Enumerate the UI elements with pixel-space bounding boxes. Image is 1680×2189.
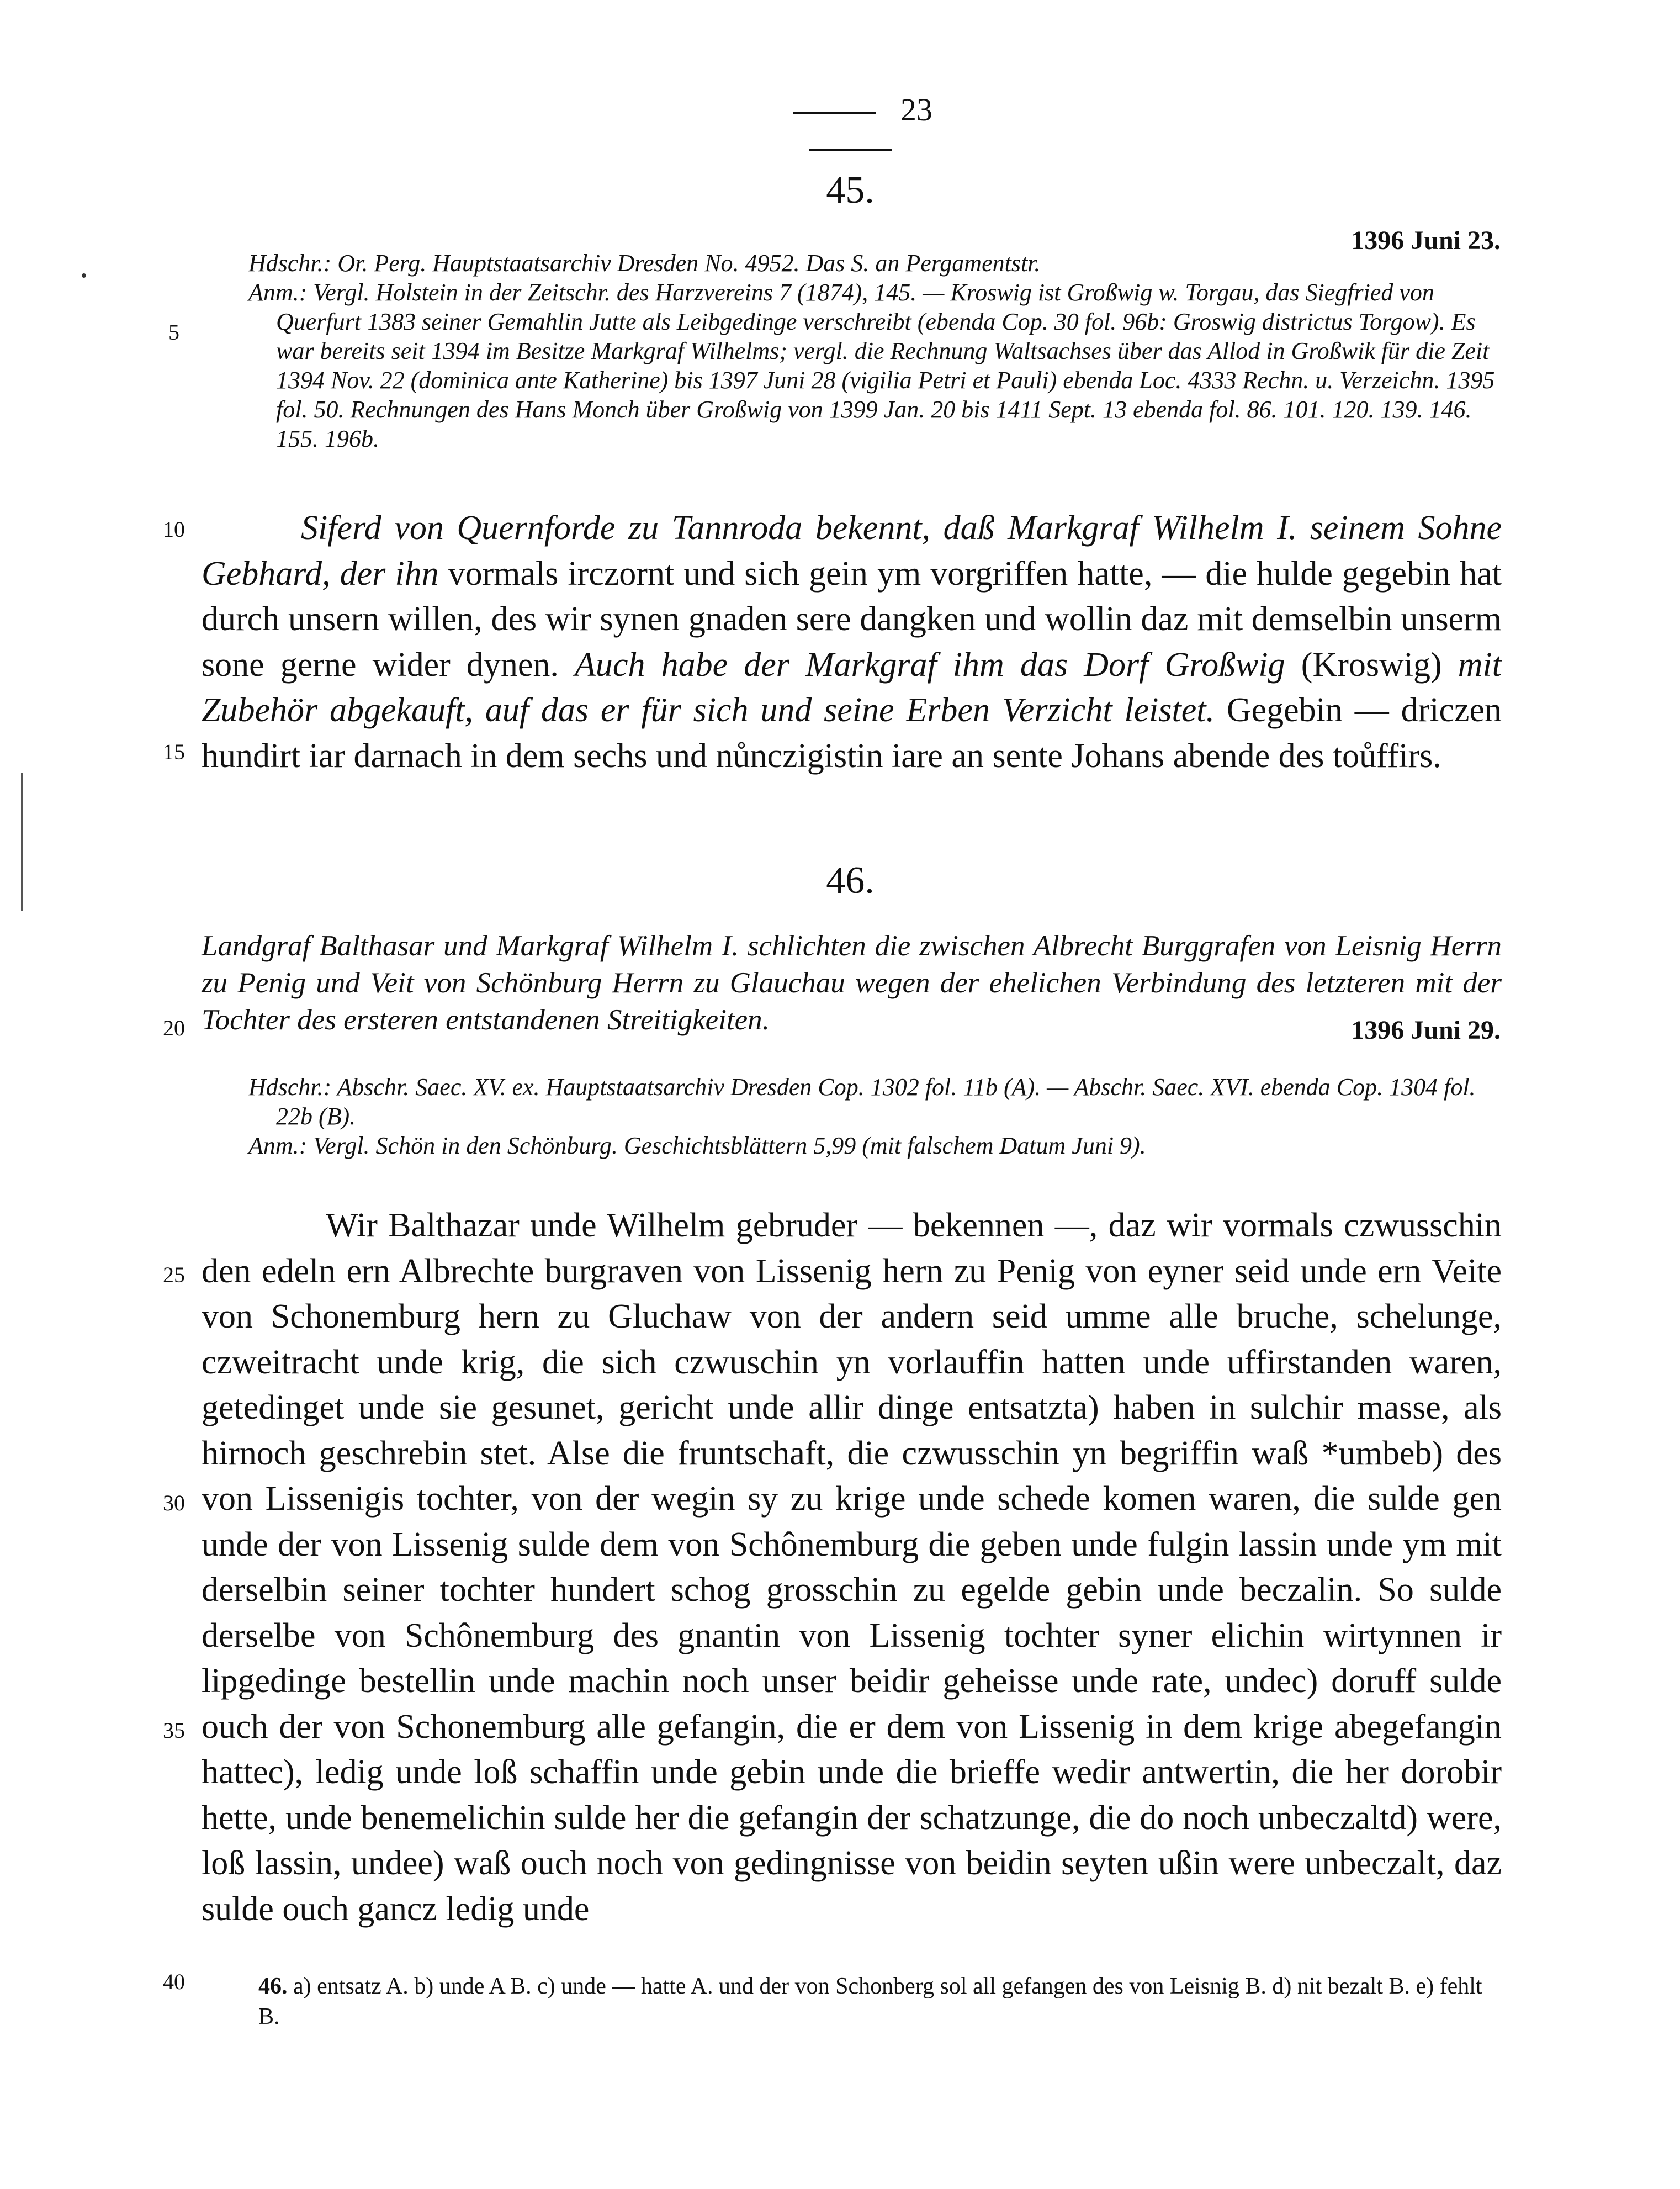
doc46-regest-text: Landgraf Balthasar und Markgraf Wilhelm I. schlichten die zwischen Albrecht Burggrafen von Leisnig Herrn zu Penig und Veit von Schönburg Herrn zu Glauchau wegen der ehelichen Verbindung des letzteren mit der Tochter des ersteren entstandenen Streitigkeiten. bbox=[202, 930, 1502, 1036]
line-number-35: 35 bbox=[163, 1718, 185, 1743]
doc45-text-roman-3: Gegebin — driczen hundirt iar darnach in dem sechs und nůnczigistin iare an sente Johans abende des toůffirs. bbox=[202, 691, 1502, 775]
footnote-doc-number: 46. bbox=[258, 1974, 288, 1999]
doc45-text bbox=[202, 505, 1502, 779]
line-number-20: 20 bbox=[163, 1016, 185, 1040]
doc45-hdschr: Hdschr.: Or. Perg. Hauptstaatsarchiv Dresden No. 4952. Das S. an Pergamentstr. bbox=[248, 250, 1041, 277]
line-number-30: 30 bbox=[163, 1490, 185, 1515]
doc45-text-roman-2: (Kroswig) bbox=[1285, 646, 1458, 684]
line-number-5: 5 bbox=[168, 320, 179, 345]
doc45-text-italic-3: mit Zubehör abgekauft, auf das er für sich und seine Erben Verzicht leistet. bbox=[202, 646, 1502, 729]
line-number-40: 40 bbox=[163, 1969, 185, 1994]
doc46-number: 46. bbox=[826, 859, 875, 902]
doc46-regest bbox=[202, 928, 1502, 1039]
doc45-text-italic-1: Siferd von Quernforde zu Tannroda bekennt, daß Markgraf Wilhelm I. seinem Sohne Gebhard, der ihn bbox=[202, 509, 1502, 593]
doc45-number: 45. bbox=[826, 169, 875, 212]
doc46-hdschr: Hdschr.: Abschr. Saec. XV. ex. Hauptstaatsarchiv Dresden Cop. 1302 fol. 11b (A). — Abschr. Saec. XVI. ebenda Cop. 1304 fol. 22b (B). bbox=[248, 1074, 1476, 1130]
doc45-date: 1396 Juni 23. bbox=[1351, 226, 1501, 255]
scan-speck bbox=[82, 273, 86, 278]
doc45-text-italic-2: Auch habe der Markgraf ihm das Dorf Großwig bbox=[575, 646, 1285, 684]
doc46-date: 1396 Juni 29. bbox=[1351, 1016, 1501, 1045]
line-number-15: 15 bbox=[163, 739, 185, 764]
doc45-anm: Anm.: Vergl. Holstein in der Zeitschr. des Harzvereins 7 (1874), 145. — Kroswig ist Großwig w. Torgau, das Siegfried von Querfurt 1383 seiner Gemahlin Jutte als Leibgedinge verschreibt (ebenda Cop. 30 fol. 96b: Groswig districtus Torgow). Es war bereits seit 1394 im Besitze Markgraf Wilhelms; vergl. die Rechnung Waltsachses über das Allod in Großwik für die Zeit 1394 Nov. 22 (dominica ante Katherine) bis 1397 Juni 28 (vigilia Petri et Pauli) ebenda Loc. 4333 Rechn. u. Verzeichn. 1395 fol. 50. Rechnungen des Hans Monch über Großwig von 1399 Jan. 20 bis 1411 Sept. 13 ebenda fol. 86. 101. 120. 139. 146. 155. 196b. bbox=[248, 279, 1495, 452]
doc46-text: Wir Balthazar unde Wilhelm gebruder — bekennen —, daz wir vormals czwusschin den edeln ern Albrechte burgraven von Lissenig hern zu Penig von eyner seid unde ern Veite von Schonemburg hern zu Gluchaw von der andern seid umme alle bruche, schelunge, czweitracht unde krig, die sich czwuschin yn vorlauffin hatten unde uffirstanden waren, getedinget unde sie gesunet, gericht unde allir dinge entsatzta) haben in sulchir masse, als hirnoch geschrebin stet. Alse die fruntschaft, die czwusschin yn begriffin waß *umbeb) des von Lissenigis tochter, von der wegin sy zu krige unde schede komen waren, die sulde gen unde der von Lissenig sulde dem von Schônemburg die geben unde fulgin lassin unde ym mit derselbin seiner tochter hundert schog grosschin zu egelde gebin unde beczalin. So sulde derselbe von Schônemburg des gnantin von Lissenig tochter syner elichin wirtynnen ir lipgedinge bestellin unde machin noch unser beidir geheisse unde rate, undec) doruff sulde ouch der von Schonemburg alle gefangin, die er dem von Lissenig in dem krige abegefangin hattec), ledig unde loß schaffin unde gebin unde die brieffe wedir antwertin, die her dorobir hette, unde benemelichin sulde her die gefangin der schatzunge, die do noch unbeczaltd) were, loß lassin, undee) waß ouch noch von gedingnisse von beidin seyten ußin were unbeczalt, daz sulde ouch gancz ledig unde bbox=[202, 1207, 1502, 1928]
scan-edge-mark bbox=[21, 773, 23, 911]
page-number: 23 bbox=[712, 91, 988, 165]
doc45-apparatus bbox=[248, 248, 1502, 453]
doc46-apparatus bbox=[248, 1072, 1502, 1160]
page-number-dash-left bbox=[793, 112, 876, 114]
doc45-text-roman-1: vormals irczornt und sich gein ym vorgriffen hatte, — die hulde gegebin hat durch unsern willen, des wir synen gnaden sere dangken und wollin daz mit demselbin unserm sone gerne wider dynen. bbox=[202, 554, 1502, 684]
line-number-10: 10 bbox=[163, 517, 185, 542]
doc46-footnotes bbox=[258, 1971, 1501, 2032]
line-number-25: 25 bbox=[163, 1262, 185, 1287]
doc46-anm: Anm.: Vergl. Schön in den Schönburg. Geschichtsblättern 5,99 (mit falschem Datum Juni 9). bbox=[248, 1132, 1146, 1159]
footnote-text: a) entsatz A. b) unde A B. c) unde — hatte A. und der von Schonberg sol all gefangen des von Leisnig B. d) nit bezalt B. e) fehlt B. bbox=[258, 1974, 1482, 2029]
page-number-dash-right bbox=[809, 149, 892, 151]
